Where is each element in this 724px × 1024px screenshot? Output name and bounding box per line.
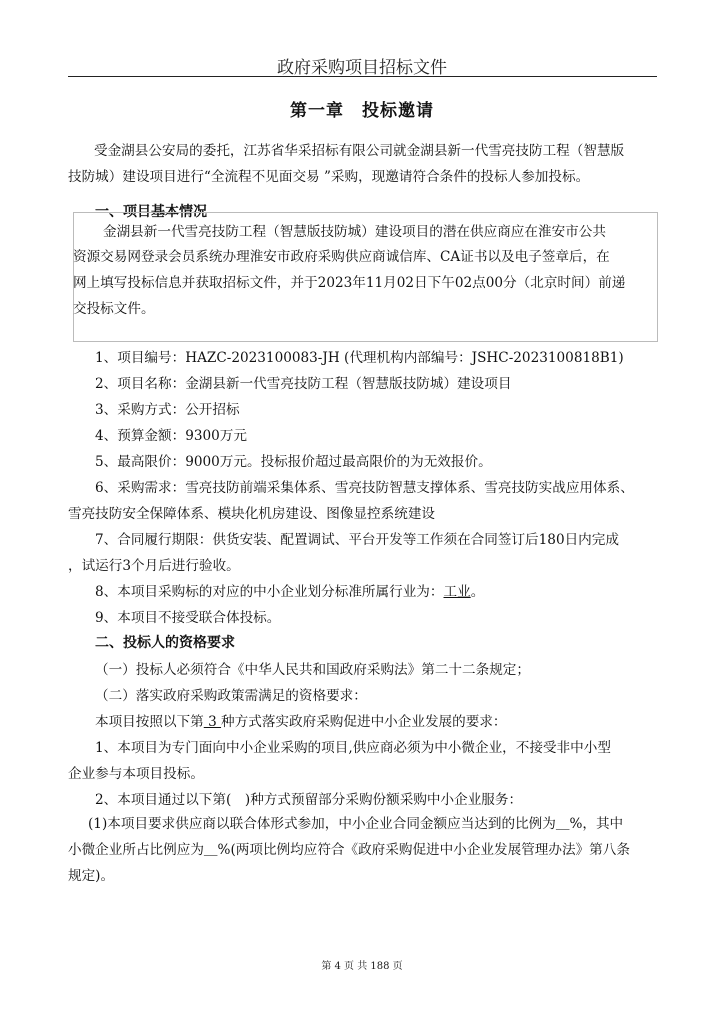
item-project-name: 2、项目名称：金湖县新一代雪亮技防工程（智慧版技防城）建设项目: [95, 376, 512, 392]
intro-paragraph-line-2: 技防城）建设项目进行“全流程不见面交易 ”采购，现邀请符合条件的投标人参加投标。: [68, 169, 590, 185]
sme-rule-1-line-1: 1、本项目为专门面向中小企业采购的项目,供应商必须为中小微企业，不接受非中小型: [95, 740, 611, 756]
item-consortium: 9、本项目不接受联合体投标。: [95, 610, 281, 626]
sme-mode-suffix: 种方式落实政府采购促进中小企业发展的要求：: [221, 714, 507, 730]
item-budget: 4、预算金额：9300万元: [95, 428, 247, 444]
sme-rule-3-line-3: 规定)。: [68, 868, 115, 884]
document-header-title: 政府采购项目招标文件: [277, 58, 447, 78]
sme-rule-1-line-2: 企业参与本项目投标。: [68, 766, 204, 782]
item-project-number: 1、项目编号：HAZC-2023100083-JH (代理机构内部编号：JSHC-2023100818B1): [95, 350, 624, 366]
notice-line-3: 网上填写投标信息并获取招标文件，并于2023年11月02日下午02点00分（北京时间）前递: [73, 275, 626, 291]
sme-rule-3-line-1: (1)本项目要求供应商以联合体形式参加，中小企业合同金额应当达到的比例为＿%，其中: [88, 816, 624, 832]
requirement-1: （一）投标人必须符合《中华人民共和国政府采购法》第二十二条规定；: [95, 662, 530, 678]
header-divider: [68, 76, 657, 77]
sme-mode-value: 3: [203, 714, 222, 730]
section-2-heading: 二、投标人的资格要求: [95, 635, 235, 651]
sme-rule-2: 2、本项目通过以下第( )种方式预留部分采购份额采购中小企业服务：: [95, 792, 523, 808]
item-industry-end: 。: [470, 584, 485, 600]
item-contract-period-line-2: ，试运行3个月后进行验收。: [68, 558, 240, 574]
requirement-2: （二）落实政府采购政策需满足的资格要求：: [95, 688, 367, 704]
item-requirements-line-1: 6、采购需求：雪亮技防前端采集体系、雪亮技防智慧支撑体系、雪亮技防实战应用体系、: [95, 480, 634, 496]
item-contract-period-line-1: 7、合同履行期限：供货安装、配置调试、平台开发等工作须在合同签订后180日内完成: [95, 532, 619, 548]
sme-rule-3-line-2: 小微企业所占比例应为＿%(两项比例均应符合《政府采购促进中小企业发展管理办法》第八条: [68, 842, 630, 858]
sme-mode-prefix: 本项目按照以下第: [95, 714, 204, 730]
item-industry: [95, 580, 484, 604]
notice-line-2: 资源交易网登录会员系统办理淮安市政府采购供应商诚信库、CA证书以及电子签章后，在: [73, 249, 610, 265]
chapter-title: 第一章 投标邀请: [290, 101, 434, 121]
item-industry-value: 工业: [443, 584, 471, 600]
section-1-heading: 一、项目基本情况: [95, 204, 207, 220]
notice-line-1: 金湖县新一代雪亮技防工程（智慧版技防城）建设项目的潜在供应商应在淮安市公共: [103, 224, 606, 240]
page-number-footer: 第 4 页 共 188 页: [321, 961, 403, 972]
sme-mode-line: [95, 710, 507, 734]
item-max-price: 5、最高限价：9000万元。投标报价超过最高限价的为无效报价。: [95, 454, 492, 470]
item-industry-label: 8、本项目采购标的对应的中小企业划分标准所属行业为：: [95, 584, 444, 600]
item-requirements-line-2: 雪亮技防安全保障体系、模块化机房建设、图像显控系统建设: [68, 506, 436, 522]
notice-line-4: 交投标文件。: [73, 301, 155, 317]
intro-paragraph-line-1: 受金湖县公安局的委托，江苏省华采招标有限公司就金湖县新一代雪亮技防工程（智慧版: [94, 143, 625, 159]
item-procurement-method: 3、采购方式：公开招标: [95, 402, 240, 418]
